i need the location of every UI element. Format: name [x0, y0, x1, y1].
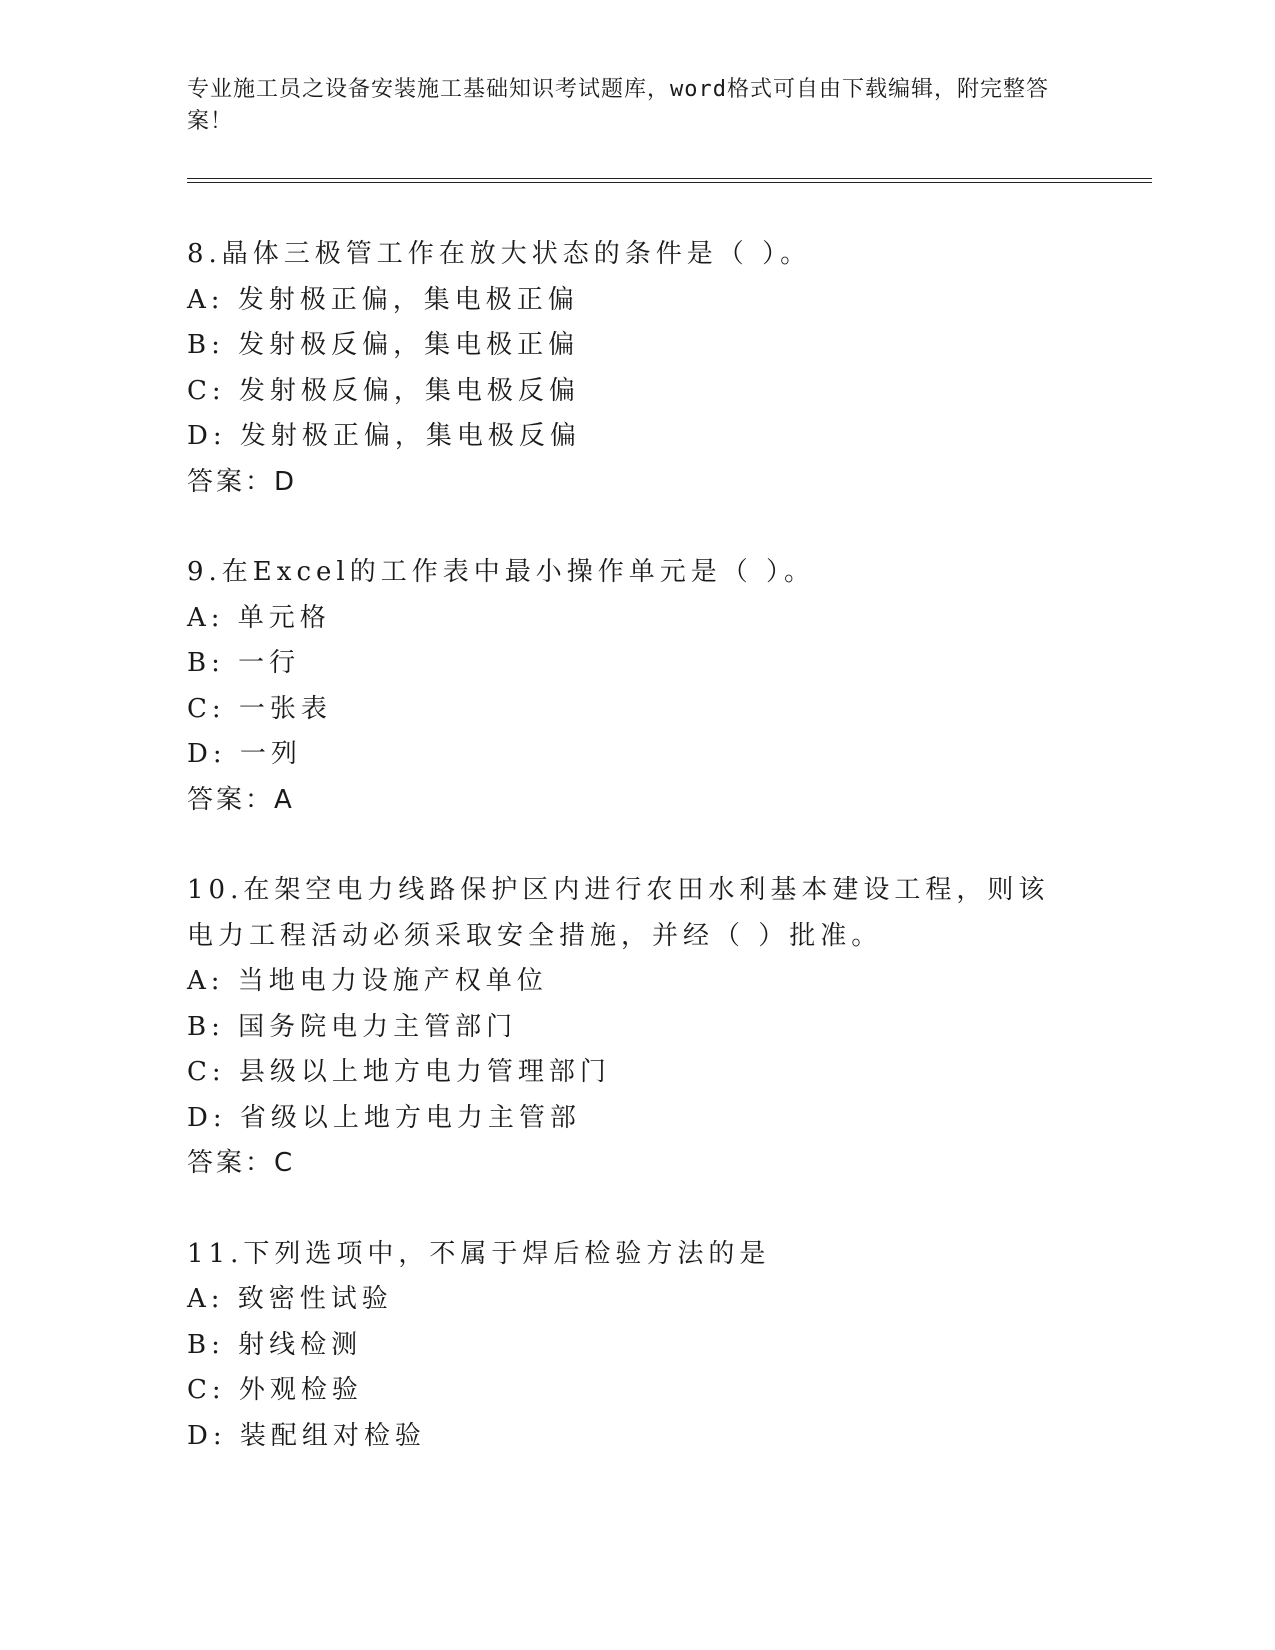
header-divider-bottom — [187, 182, 1152, 183]
question-text: 10.在架空电力线路保护区内进行农田水利基本建设工程，则该电力工程活动必须采取安全措施，并经（ ）批准。 — [187, 875, 1050, 951]
option-b: B: 发射极反偏，集电极正偏 — [187, 330, 580, 360]
question-list — [187, 232, 1087, 1504]
question-11 — [187, 1232, 1087, 1460]
answer: 答案：D — [187, 466, 298, 497]
option-c: C: 一张表 — [187, 693, 332, 724]
option-a: A: 单元格 — [187, 602, 331, 633]
option-c: C: 发射极反偏，集电极反偏 — [187, 375, 580, 406]
answer: 答案：A — [187, 784, 295, 815]
option-c: C: 外观检验 — [187, 1375, 363, 1405]
option-d: D: 装配组对检验 — [187, 1420, 426, 1451]
question-text: 9.在Excel的工作表中最小操作单元是（ ）。 — [187, 557, 815, 587]
question-text: 8.晶体三极管工作在放大状态的条件是（ ）。 — [187, 239, 812, 269]
header-divider-top — [187, 178, 1152, 179]
option-b: B: 射线检测 — [187, 1329, 363, 1360]
option-d: D: 发射极正偏，集电极反偏 — [187, 421, 581, 451]
option-a: A: 致密性试验 — [187, 1284, 393, 1314]
option-b: B: 国务院电力主管部门 — [187, 1011, 518, 1042]
option-b: B: 一行 — [187, 648, 301, 678]
document-header: 专业施工员之设备安装施工基础知识考试题库，word格式可自由下载编辑，附完整答案！ — [187, 77, 1049, 134]
question-9 — [187, 550, 1087, 823]
question-text: 11.下列选项中，不属于焊后检验方法的是 — [187, 1238, 771, 1269]
option-a: A: 当地电力设施产权单位 — [187, 966, 548, 996]
question-8 — [187, 232, 1087, 505]
option-d: D: 省级以上地方电力主管部 — [187, 1102, 581, 1133]
option-a: A: 发射极正偏，集电极正偏 — [187, 284, 579, 315]
question-10 — [187, 868, 1087, 1187]
option-c: C: 县级以上地方电力管理部门 — [187, 1057, 611, 1087]
option-d: D: 一列 — [187, 739, 302, 769]
answer: 答案：C — [187, 1148, 296, 1178]
